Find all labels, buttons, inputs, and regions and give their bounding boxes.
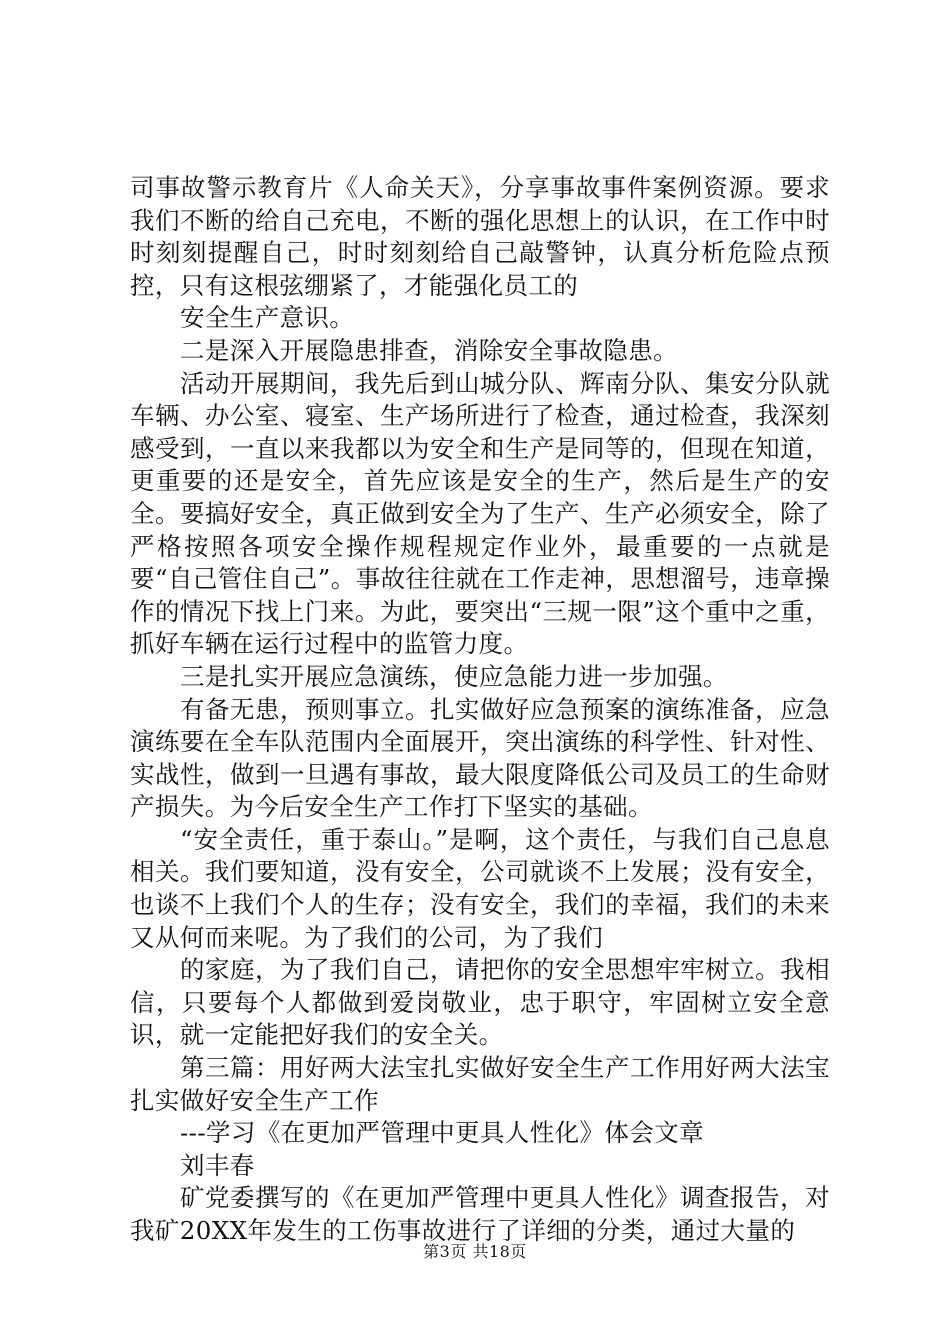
section-title: 第三篇：用好两大法宝扎实做好安全生产工作用好两大法宝扎实做好安全生产工作	[130, 1053, 830, 1115]
paragraph-5-heading: 三是扎实开展应急演练，使应急能力进一步加强。	[180, 661, 728, 691]
document-body	[130, 172, 830, 1248]
section-subtitle: ---学习《在更加严管理中更具人性化》体会文章	[180, 1118, 705, 1148]
page-number: 第3页 共18页	[423, 1242, 527, 1261]
paragraph-12: 矿党委撰写的《在更加严管理中更具人性化》调查报告，对我矿20XX年发生的工伤事故进行了详细的分类，通过大量的	[130, 1183, 830, 1245]
author-name: 刘丰春	[180, 1150, 255, 1180]
paragraph-2: 安全生产意识。	[180, 303, 355, 333]
paragraph-7: “安全责任，重于泰山。”是啊，这个责任，与我们自己息息相关。我们要知道，没有安全，公司就谈不上发展；没有安全，也谈不上我们个人的生存；没有安全，我们的幸福，我们的未来又从何而来呢。为了我们的公司，为了我们	[130, 824, 830, 952]
paragraph-4: 活动开展期间，我先后到山城分队、辉南分队、集安分队就车辆、办公室、寝室、生产场所进行了检查，通过检查，我深刻感受到，一直以来我都以为安全和生产是同等的，但现在知道，更重要的还是安全，首先应该是安全的生产，然后是生产的安全。要搞好安全，真正做到安全为了生产、生产必须安全，除了严格按照各项安全操作规程规定作业外，最重要的一点就是要“自己管住自己”。事故往往就在工作走神，思想溜号，违章操作的情况下找上门来。为此，要突出“三规一限”这个重中之重，抓好车辆在运行过程中的监管力度。	[130, 368, 830, 659]
paragraph-6: 有备无患，预则事立。扎实做好应急预案的演练准备，应急演练要在全车队范围内全面展开，突出演练的科学性、针对性、实战性，做到一旦遇有事故，最大限度降低公司及员工的生命财产损失。为今后安全生产工作打下坚实的基础。	[130, 694, 830, 822]
paragraph-3-heading: 二是深入开展隐患排查，消除安全事故隐患。	[180, 335, 678, 365]
paragraph-8: 的家庭，为了我们自己，请把你的安全思想牢牢树立。我相信，只要每个人都做到爱岗敬业，忠于职守，牢固树立安全意识，就一定能把好我们的安全关。	[130, 955, 830, 1050]
paragraph-1: 司事故警示教育片《人命关天》，分享事故事件案例资源。要求我们不断的给自己充电，不断的强化思想上的认识，在工作中时时刻刻提醒自己，时时刻刻给自己敲警钟，认真分析危险点预控，只有这根弦绷紧了，才能强化员工的	[130, 173, 830, 300]
